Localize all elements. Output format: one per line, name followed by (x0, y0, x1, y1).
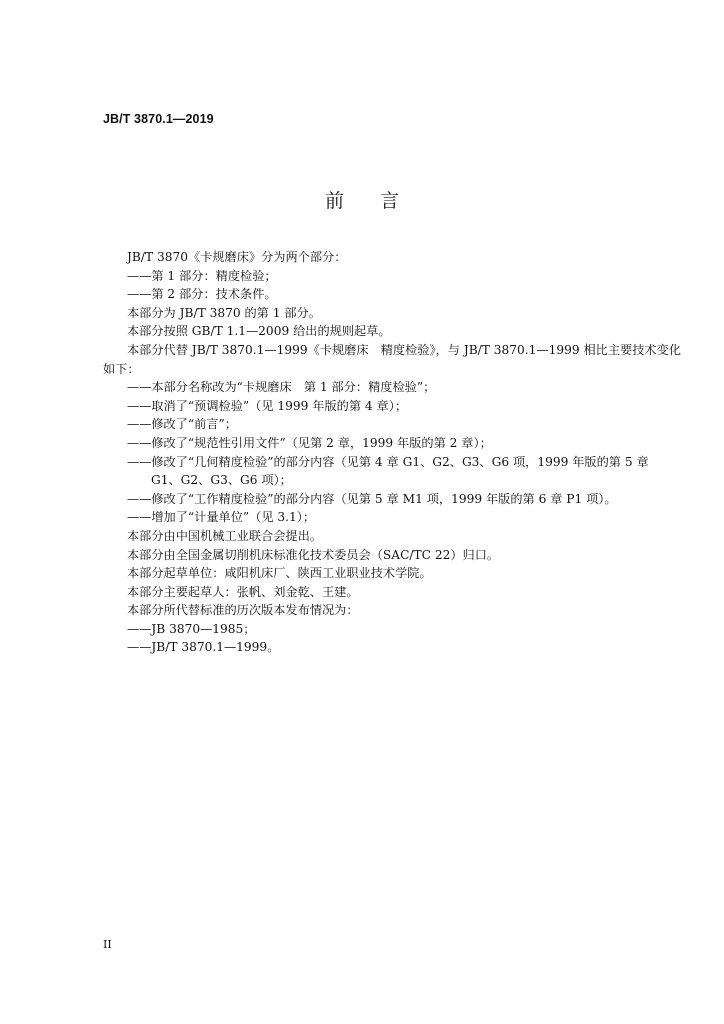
list-item: ——修改了“规范性引用文件”（见第 2 章，1999 年版的第 2 章）； (127, 435, 492, 450)
list-item: ——JB 3870—1985； (127, 621, 256, 636)
list-item: ——本部分名称改为“卡规磨床 第 1 部分：精度检验”； (127, 380, 436, 395)
page-number: II (103, 938, 112, 951)
paragraph: 本部分所代替标准的历次版本发布情况为： (127, 603, 359, 618)
document-code: JB/T 3870.1—2019 (103, 112, 214, 126)
list-item: ——修改了“前言”； (127, 417, 237, 432)
paragraph: JB/T 3870《卡规磨床》分为两个部分： (127, 250, 347, 264)
list-item: ——第 1 部分：精度检验； (127, 268, 277, 283)
paragraph: 本部分起草单位：咸阳机床厂、陕西工业职业技术学院。 (127, 566, 432, 581)
list-item: ——第 2 部分：技术条件。 (127, 287, 277, 302)
list-item: ——JB/T 3870.1—1999。 (127, 640, 280, 655)
foreword-body (103, 248, 681, 657)
section-title (0, 186, 724, 213)
paragraph-continuation: 如下： (103, 361, 140, 376)
paragraph: 本部分为 JB/T 3870 的第 1 部分。 (127, 305, 321, 320)
paragraph: 本部分按照 GB/T 1.1—2009 给出的规则起草。 (127, 324, 391, 339)
list-item-continuation: G1、G2、G3、G6 项）； (151, 473, 292, 488)
list-item: ——增加了“计量单位”（见 3.1）； (127, 510, 316, 525)
list-item: ——取消了“预调检验”（见 1999 年版的第 4 章）； (127, 398, 408, 413)
paragraph: 本部分主要起草人：张帆、刘金乾、王建。 (127, 584, 359, 599)
title-char-2: 言 (380, 190, 400, 212)
list-item: ——修改了“几何精度检验”的部分内容（见第 4 章 G1、G2、G3、G6 项，1999 年版的第 5 章 (127, 454, 649, 469)
title-char-1: 前 (324, 190, 344, 212)
paragraph: 本部分由中国机械工业联合会提出。 (127, 528, 322, 543)
paragraph: 本部分代替 JB/T 3870.1—1999《卡规磨床 精度检验》，与 JB/T 3870.1—1999 相比主要技术变化 (127, 342, 681, 357)
list-item: ——修改了“工作精度检验”的部分内容（见第 5 章 M1 项，1999 年版的第 6 章 P1 项）。 (127, 491, 617, 506)
paragraph: 本部分由全国金属切削机床标准化技术委员会（SAC/TC 22）归口。 (127, 547, 500, 562)
